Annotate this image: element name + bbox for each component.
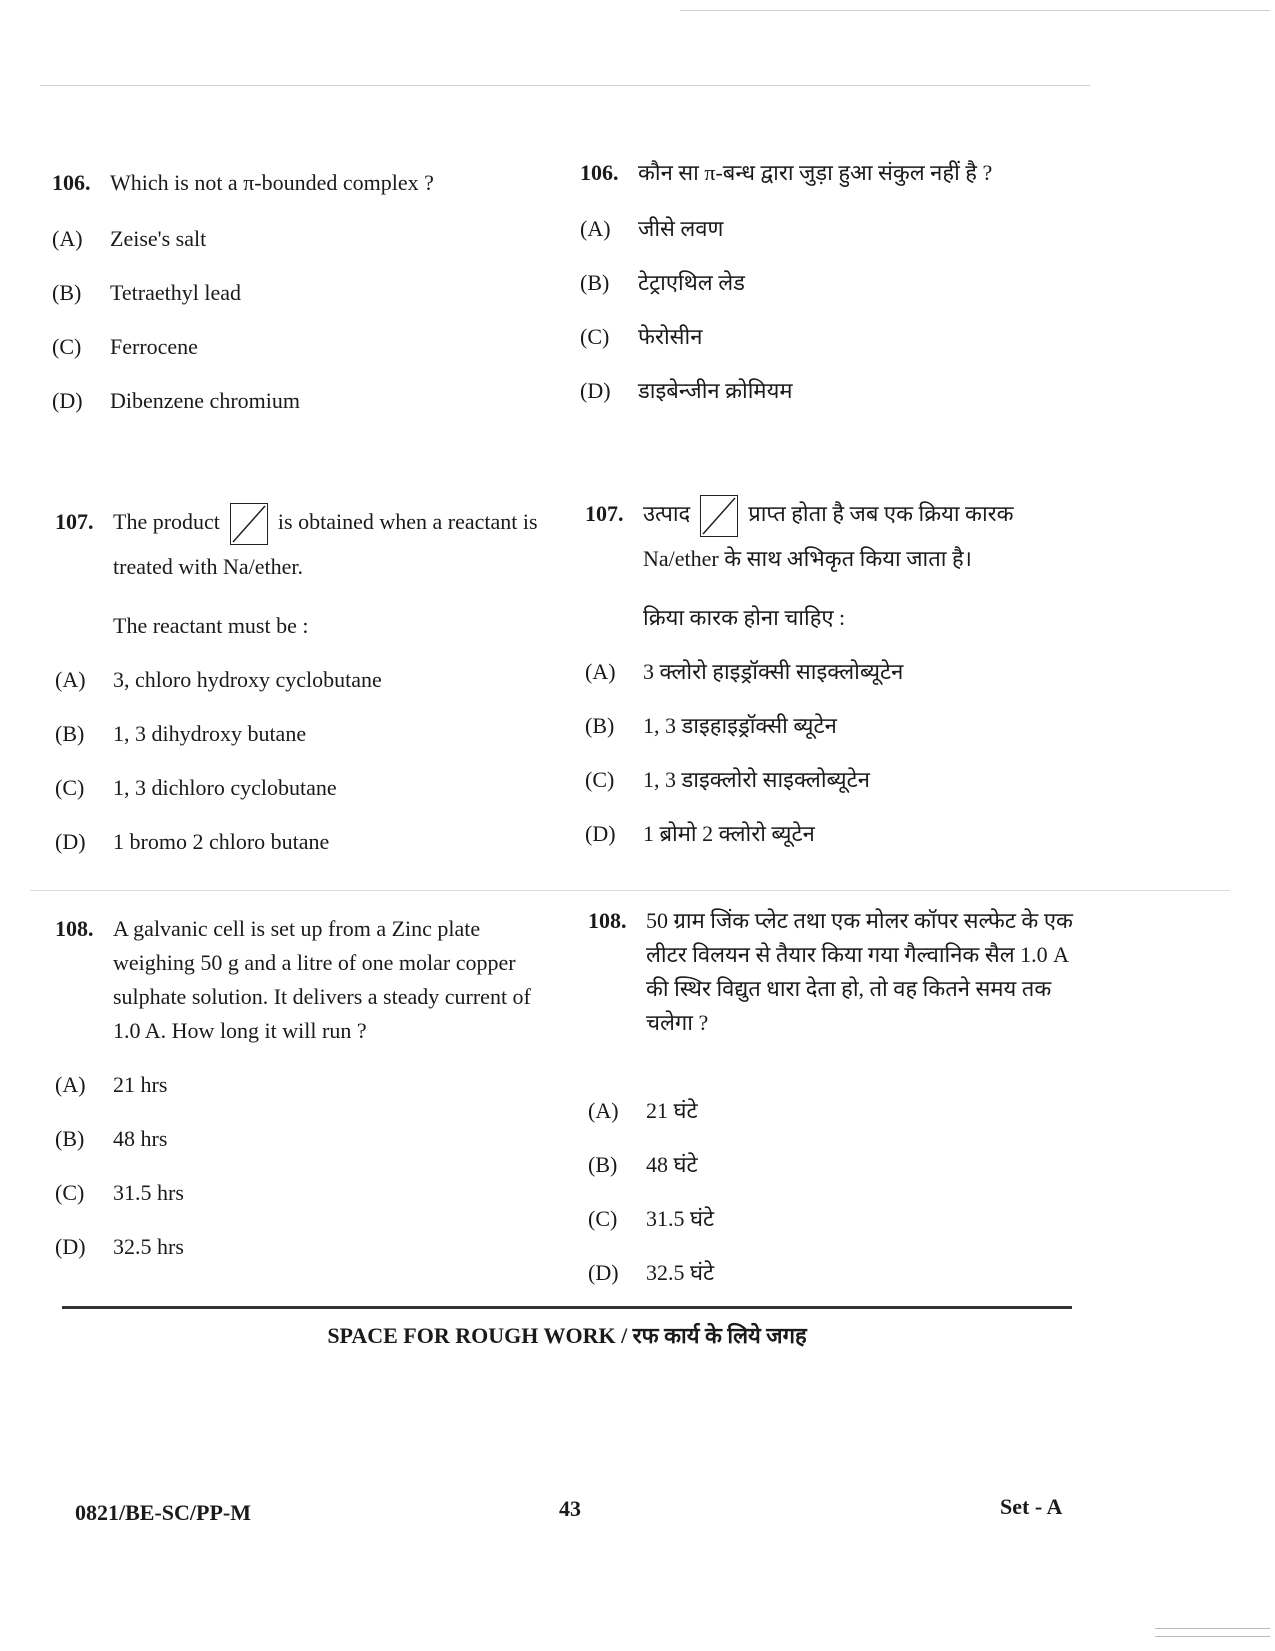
rough-work-label: SPACE FOR ROUGH WORK / रफ कार्य के लिये जगह xyxy=(327,1323,807,1348)
option-label: (A) xyxy=(52,226,83,251)
question-text: 50 ग्राम जिंक प्लेट तथा एक मोलर कॉपर सल्फेट के एक लीटर विलयन से तैयार किया गया गैल्वानिक सैल 1.0 A की स्थिर विद्युत धारा देता हो, तो वह कितने समय तक चलेगा ? xyxy=(646,908,1073,1035)
option-label: (B) xyxy=(55,720,85,746)
header-divider xyxy=(40,85,1090,86)
option-text: 48 घंटे xyxy=(646,1152,698,1177)
instruction xyxy=(585,601,1075,635)
option-text: 31.5 hrs xyxy=(113,1180,184,1205)
page-number: 43 xyxy=(559,1496,581,1521)
cyclobutene-structure-icon xyxy=(700,495,738,537)
option-a xyxy=(52,222,532,256)
top-divider xyxy=(680,10,1270,11)
instruction-text: The reactant must be : xyxy=(113,612,309,638)
question-text-after: is obtained when a reactant is treated with Na/ether. xyxy=(113,509,538,579)
question-number: 108. xyxy=(55,916,94,941)
option-label: (A) xyxy=(55,1072,86,1097)
option-label: (B) xyxy=(52,280,82,305)
option-d xyxy=(580,374,1070,408)
option-c xyxy=(588,1202,1078,1236)
option-text: फेरोसीन xyxy=(638,324,703,349)
question-number: 106. xyxy=(580,160,619,185)
option-label: (A) xyxy=(55,666,86,692)
rough-work-divider xyxy=(62,1306,1072,1309)
option-text: 48 hrs xyxy=(113,1126,168,1151)
option-label: (D) xyxy=(55,828,86,854)
question-107-en xyxy=(55,500,540,859)
question-number: 108. xyxy=(588,908,627,933)
option-d xyxy=(585,817,1075,851)
option-c xyxy=(580,320,1070,354)
question-108-en xyxy=(55,912,545,1264)
option-label: (D) xyxy=(588,1260,619,1285)
option-text: 21 घंटे xyxy=(646,1098,698,1123)
question-number: 107. xyxy=(585,501,624,526)
option-text: 1, 3 dihydroxy butane xyxy=(113,720,307,746)
option-c xyxy=(55,771,540,805)
scan-line xyxy=(1155,1636,1270,1637)
instruction xyxy=(55,609,540,643)
option-label: (C) xyxy=(52,334,82,359)
section-divider xyxy=(30,890,1230,891)
option-c xyxy=(52,330,532,364)
option-label: (A) xyxy=(580,216,611,241)
option-label: (A) xyxy=(585,658,616,684)
option-text: 1 bromo 2 chloro butane xyxy=(113,828,330,854)
option-text: 32.5 hrs xyxy=(113,1234,184,1259)
option-text: 31.5 घंटे xyxy=(646,1206,715,1231)
option-text: Ferrocene xyxy=(110,334,198,359)
question-text: कौन सा π-बन्ध द्वारा जुड़ा हुआ संकुल नहीं है ? xyxy=(638,160,993,185)
option-label: (D) xyxy=(52,388,83,413)
question-108-hi xyxy=(588,904,1078,1290)
option-text: 32.5 घंटे xyxy=(646,1260,715,1285)
option-d xyxy=(588,1256,1078,1290)
option-d xyxy=(55,1230,545,1264)
option-label: (B) xyxy=(585,712,615,738)
option-d xyxy=(52,384,532,418)
instruction-text: क्रिया कारक होना चाहिए : xyxy=(643,604,846,630)
question-107-hi xyxy=(585,492,1075,851)
option-text: 21 hrs xyxy=(113,1072,168,1097)
question-text-before: उत्पाद xyxy=(643,501,691,526)
option-text: टेट्राएथिल लेड xyxy=(638,270,745,295)
option-text: 1 ब्रोमो 2 क्लोरो ब्यूटेन xyxy=(643,820,815,846)
option-d xyxy=(55,825,540,859)
question-number: 106. xyxy=(52,170,91,195)
option-label: (B) xyxy=(55,1126,85,1151)
option-text: 1, 3 dichloro cyclobutane xyxy=(113,774,337,800)
question-text: Which is not a π-bounded complex ? xyxy=(110,170,434,195)
question-106-en xyxy=(52,166,532,418)
option-c xyxy=(585,763,1075,797)
option-b xyxy=(588,1148,1078,1182)
option-text: 3, chloro hydroxy cyclobutane xyxy=(113,666,382,692)
option-label: (D) xyxy=(580,378,611,403)
option-label: (A) xyxy=(588,1098,619,1123)
option-text: डाइबेन्जीन क्रोमियम xyxy=(638,378,793,403)
set-label: Set - A xyxy=(1000,1494,1063,1519)
option-a xyxy=(585,655,1075,689)
option-label: (B) xyxy=(588,1152,618,1177)
option-text: Tetraethyl lead xyxy=(110,280,242,305)
scan-line xyxy=(1155,1628,1270,1629)
option-label: (C) xyxy=(55,774,85,800)
option-b xyxy=(52,276,532,310)
option-label: (D) xyxy=(585,820,616,846)
option-a xyxy=(588,1094,1078,1128)
option-text: Dibenzene chromium xyxy=(110,388,300,413)
option-label: (C) xyxy=(585,766,615,792)
option-label: (B) xyxy=(580,270,610,295)
option-label: (C) xyxy=(588,1206,618,1231)
option-text: Zeise's salt xyxy=(110,226,207,251)
paper-code: 0821/BE-SC/PP-M xyxy=(75,1500,251,1525)
question-text-after: प्राप्त होता है जब एक क्रिया कारक Na/ether के साथ अभिकृत किया जाता है। xyxy=(643,501,1014,571)
option-a xyxy=(55,663,540,697)
question-text: A galvanic cell is set up from a Zinc plate weighing 50 g and a litre of one molar copper sulphate solution. It delivers a steady current of 1.0 A. How long it will run ? xyxy=(113,916,531,1043)
question-text-before: The product xyxy=(113,509,220,534)
option-label: (D) xyxy=(55,1234,86,1259)
option-label: (C) xyxy=(55,1180,85,1205)
option-a xyxy=(55,1068,545,1102)
option-b xyxy=(580,266,1070,300)
option-text: 1, 3 डाइहाइड्रॉक्सी ब्यूटेन xyxy=(643,712,837,738)
option-b xyxy=(55,717,540,751)
option-text: 1, 3 डाइक्लोरो साइक्लोब्यूटेन xyxy=(643,766,870,792)
option-text: जीसे लवण xyxy=(638,216,724,241)
question-106-hi xyxy=(580,156,1070,408)
cyclobutene-structure-icon xyxy=(230,503,268,545)
option-a xyxy=(580,212,1070,246)
option-b xyxy=(585,709,1075,743)
option-text: 3 क्लोरो हाइड्रॉक्सी साइक्लोब्यूटेन xyxy=(643,658,904,684)
option-label: (C) xyxy=(580,324,610,349)
option-b xyxy=(55,1122,545,1156)
question-number: 107. xyxy=(55,509,94,534)
option-c xyxy=(55,1176,545,1210)
